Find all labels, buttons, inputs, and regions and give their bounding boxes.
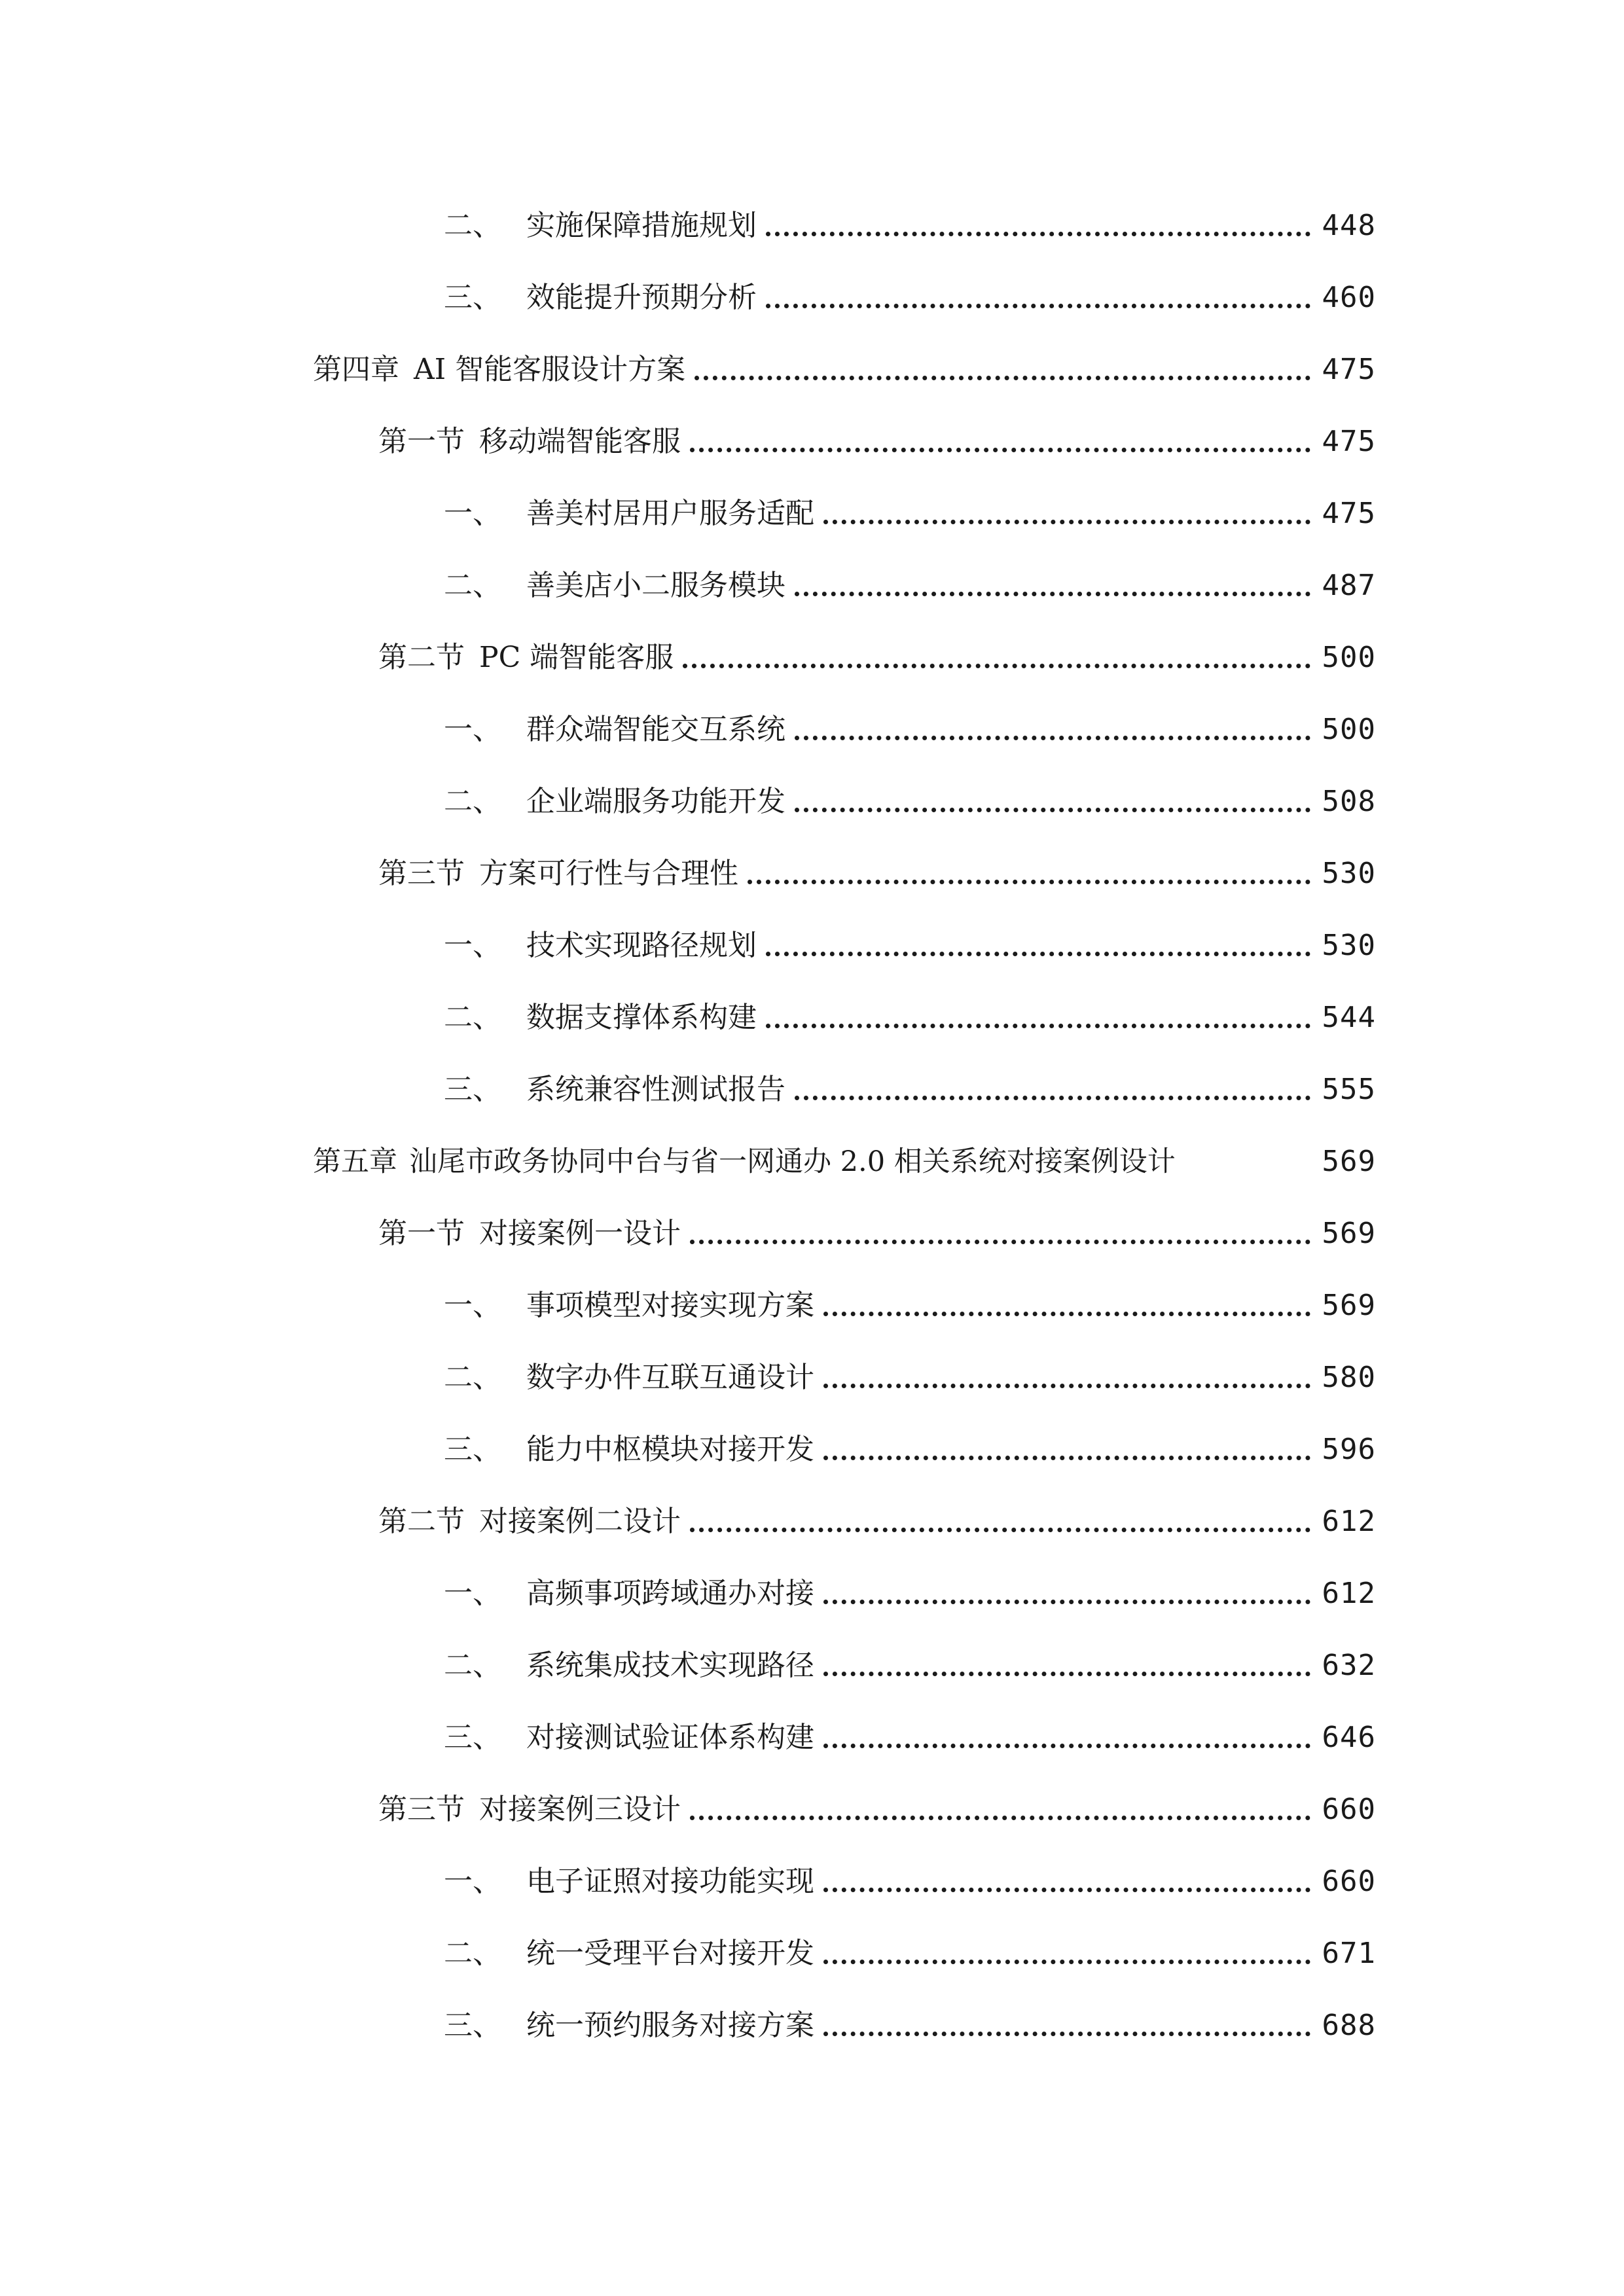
- toc-entry-number: 第三节: [378, 857, 465, 890]
- toc-entry-section[interactable]: [378, 841, 1376, 893]
- toc-page-number: 487: [1322, 569, 1376, 602]
- dot-leader: [823, 1671, 1310, 1676]
- toc-entry-label: 企业端服务功能开发: [526, 785, 785, 818]
- dot-leader: [748, 879, 1310, 884]
- toc-entry-label: 高频事项跨域通办对接: [526, 1577, 814, 1610]
- toc-page-number: 569: [1322, 1217, 1376, 1250]
- toc-entry[interactable]: [444, 1921, 1376, 1973]
- dot-leader: [823, 1743, 1310, 1748]
- toc-entry-title: [378, 422, 681, 461]
- toc-entry-label: 数据支撑体系构建: [526, 1001, 757, 1034]
- toc-entry-chapter[interactable]: [313, 1129, 1376, 1181]
- toc-entry-title: [444, 2006, 814, 2045]
- toc-entry-label: 事项模型对接实现方案: [526, 1289, 814, 1322]
- toc-entry[interactable]: [444, 553, 1376, 605]
- dot-leader: [683, 663, 1310, 668]
- dot-leader: [823, 1455, 1310, 1460]
- toc-entry-title: [444, 1430, 814, 1469]
- toc-entry[interactable]: [444, 1345, 1376, 1397]
- toc-entry-number: 三、: [444, 281, 501, 314]
- toc-entry-title: [444, 1934, 814, 1973]
- toc-page-number: 569: [1322, 1289, 1376, 1322]
- dot-leader: [795, 807, 1310, 812]
- dot-leader: [695, 375, 1310, 380]
- toc-entry-title: [444, 1862, 814, 1901]
- dot-leader: [823, 1599, 1310, 1604]
- toc-entry-title: [444, 1358, 814, 1397]
- dot-leader: [766, 1023, 1310, 1028]
- toc-entry-title: [378, 1214, 681, 1253]
- toc-page-number: 508: [1322, 785, 1376, 818]
- toc-page-number: 612: [1322, 1577, 1376, 1610]
- toc-entry-number: 第五章: [313, 1145, 397, 1178]
- dot-leader: [823, 519, 1310, 524]
- dot-leader: [766, 231, 1310, 236]
- toc-entry-chapter[interactable]: [313, 337, 1376, 389]
- toc-entry-number: 二、: [444, 1937, 501, 1970]
- toc-page-number: 500: [1322, 713, 1376, 746]
- toc-page-number: 460: [1322, 281, 1376, 314]
- toc-entry-number: 三、: [444, 1073, 501, 1106]
- toc-entry-section[interactable]: [378, 625, 1376, 677]
- dot-leader: [823, 1959, 1310, 1964]
- toc-entry-label: 善美村居用户服务适配: [526, 497, 814, 530]
- toc-entry-number: 一、: [444, 1865, 501, 1898]
- toc-page-number: 580: [1322, 1361, 1376, 1394]
- toc-entry-number: 二、: [444, 1001, 501, 1034]
- toc-entry-title: [444, 1070, 785, 1109]
- toc-entry-number: 第二节: [378, 641, 465, 674]
- toc-entry-title: [378, 638, 674, 677]
- toc-entry-number: 第四章: [313, 353, 399, 386]
- toc-entry-title: [313, 350, 685, 389]
- toc-entry-number: 一、: [444, 929, 501, 962]
- dot-leader: [690, 1815, 1310, 1820]
- toc-entry[interactable]: [444, 913, 1376, 965]
- toc-entry[interactable]: [444, 697, 1376, 749]
- toc-entry-label: 方案可行性与合理性: [479, 857, 738, 890]
- toc-entry-label: 系统集成技术实现路径: [526, 1649, 814, 1682]
- toc-entry[interactable]: [444, 1273, 1376, 1325]
- toc-entry-number: 一、: [444, 1289, 501, 1322]
- dot-leader: [690, 1527, 1310, 1532]
- toc-entry-section[interactable]: [378, 1201, 1376, 1253]
- toc-entry-label: 电子证照对接功能实现: [526, 1865, 814, 1898]
- toc-entry-section[interactable]: [378, 1777, 1376, 1829]
- toc-entry[interactable]: [444, 1993, 1376, 2045]
- toc-page-number: 475: [1322, 425, 1376, 458]
- toc-entry[interactable]: [444, 193, 1376, 245]
- toc-entry-title: [444, 206, 757, 245]
- dot-leader: [690, 1239, 1310, 1244]
- toc-entry-number: 三、: [444, 2009, 501, 2042]
- toc-entry-title: [444, 566, 785, 605]
- toc-entry-number: 二、: [444, 209, 501, 242]
- toc-page-number: 448: [1322, 209, 1376, 242]
- toc-page-number: 688: [1322, 2009, 1376, 2042]
- toc-entry-label: 对接案例三设计: [479, 1793, 681, 1826]
- toc-entry-number: 第一节: [378, 425, 465, 458]
- toc-page-number: 569: [1322, 1145, 1376, 1178]
- toc-entry-label: 善美店小二服务模块: [526, 569, 785, 602]
- toc-page-number: 612: [1322, 1505, 1376, 1538]
- toc-entry-label: 效能提升预期分析: [526, 281, 757, 314]
- dot-leader: [823, 1887, 1310, 1892]
- dot-leader: [795, 591, 1310, 596]
- toc-page-number: 646: [1322, 1721, 1376, 1754]
- toc-entry-title: [444, 1286, 814, 1325]
- toc-entry-title: [444, 494, 814, 533]
- toc-page-number: 660: [1322, 1865, 1376, 1898]
- dot-leader: [823, 2031, 1310, 2036]
- toc-entry-label: 对接测试验证体系构建: [526, 1721, 814, 1754]
- toc-entry[interactable]: [444, 481, 1376, 533]
- toc-page-number: 544: [1322, 1001, 1376, 1034]
- toc-entry-title: [444, 926, 757, 965]
- toc-entry-title: [444, 1718, 814, 1757]
- toc-entry[interactable]: [444, 1057, 1376, 1109]
- toc-entry-label: 汕尾市政务协同中台与省一网通办 2.0 相关系统对接案例设计: [409, 1145, 1176, 1178]
- toc-entry-number: 三、: [444, 1721, 501, 1754]
- toc-entry-number: 一、: [444, 497, 501, 530]
- toc-entry[interactable]: [444, 265, 1376, 317]
- dot-leader: [766, 951, 1310, 956]
- dot-leader: [795, 735, 1310, 740]
- toc-entry[interactable]: [444, 1633, 1376, 1685]
- toc-page-number: 475: [1322, 353, 1376, 386]
- toc-page-number: 530: [1322, 929, 1376, 962]
- toc-entry[interactable]: [444, 769, 1376, 821]
- dot-leader: [795, 1095, 1310, 1100]
- toc-entry-label: AI 智能客服设计方案: [414, 353, 686, 386]
- toc-entry-label: 对接案例一设计: [479, 1217, 681, 1250]
- toc-page-number: 671: [1322, 1937, 1376, 1970]
- dot-leader: [1182, 1167, 1316, 1172]
- toc-entry-label: 统一受理平台对接开发: [526, 1937, 814, 1970]
- toc-entry-title: [378, 854, 738, 893]
- toc-page-number: 500: [1322, 641, 1376, 674]
- toc-entry-title: [444, 782, 785, 821]
- toc-entry[interactable]: [444, 1849, 1376, 1901]
- toc-entry-label: 对接案例二设计: [479, 1505, 681, 1538]
- toc-entry-title: [444, 998, 757, 1037]
- toc-entry-label: 系统兼容性测试报告: [526, 1073, 785, 1106]
- toc-entry-title: [378, 1502, 681, 1541]
- toc-entry-number: 一、: [444, 1577, 501, 1610]
- toc-entry-number: 二、: [444, 1361, 501, 1394]
- toc-entry-title: [313, 1142, 1176, 1181]
- toc-entry-label: 统一预约服务对接方案: [526, 2009, 814, 2042]
- toc-entry-number: 二、: [444, 569, 501, 602]
- dot-leader: [766, 303, 1310, 308]
- toc-entry-title: [444, 710, 785, 749]
- toc-entry-number: 一、: [444, 713, 501, 746]
- toc-entry-label: PC 端智能客服: [479, 641, 674, 674]
- toc-entry-label: 技术实现路径规划: [526, 929, 757, 962]
- toc-entry-number: 第一节: [378, 1217, 465, 1250]
- toc-entry-label: 数字办件互联互通设计: [526, 1361, 814, 1394]
- toc-page-number: 555: [1322, 1073, 1376, 1106]
- dot-leader: [823, 1383, 1310, 1388]
- toc-entry-section[interactable]: [378, 1489, 1376, 1541]
- toc-entry-number: 二、: [444, 1649, 501, 1682]
- dot-leader: [823, 1311, 1310, 1316]
- toc-entry-number: 二、: [444, 785, 501, 818]
- toc-entry-number: 第三节: [378, 1793, 465, 1826]
- toc-entry-label: 实施保障措施规划: [526, 209, 757, 242]
- toc-page-number: 632: [1322, 1649, 1376, 1682]
- toc-entry-label: 移动端智能客服: [479, 425, 681, 458]
- toc-entry-number: 三、: [444, 1433, 501, 1466]
- toc-page-number: 475: [1322, 497, 1376, 530]
- toc-entry-title: [444, 1574, 814, 1613]
- toc-entry-section[interactable]: [378, 409, 1376, 461]
- toc-entry[interactable]: [444, 985, 1376, 1037]
- toc-page-number: 530: [1322, 857, 1376, 890]
- toc-page-number: 596: [1322, 1433, 1376, 1466]
- toc-entry[interactable]: [444, 1417, 1376, 1469]
- toc-entry-number: 第二节: [378, 1505, 465, 1538]
- toc-entry-title: [444, 278, 757, 317]
- toc-entry-label: 群众端智能交互系统: [526, 713, 785, 746]
- dot-leader: [690, 447, 1310, 452]
- toc-entry-title: [378, 1790, 681, 1829]
- toc-entry-title: [444, 1646, 814, 1685]
- toc-entry[interactable]: [444, 1705, 1376, 1757]
- toc-entry-label: 能力中枢模块对接开发: [526, 1433, 814, 1466]
- toc-page-number: 660: [1322, 1793, 1376, 1826]
- toc-entry[interactable]: [444, 1561, 1376, 1613]
